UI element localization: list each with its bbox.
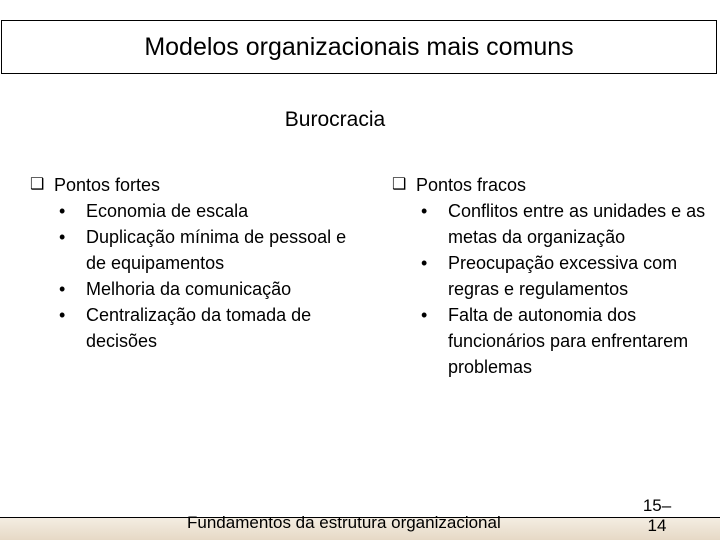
list-item (30, 276, 360, 302)
strengths-heading: Pontos fortes (54, 175, 161, 195)
list-item (392, 302, 712, 380)
weaknesses-list (392, 198, 712, 380)
page-number (632, 496, 682, 536)
list-item-text: Centralização da tomada de decisões (86, 305, 312, 351)
weaknesses-heading: Pontos fracos (416, 175, 527, 195)
bullet-dot-icon: • (421, 305, 428, 325)
list-item-text: Falta de autonomia dos funcionários para enfrentarem problemas (448, 305, 689, 377)
list-item (30, 302, 360, 354)
list-item (30, 198, 360, 224)
bullet-dot-icon: • (59, 305, 66, 325)
strengths-heading-row (30, 172, 360, 198)
bullet-dot-icon: • (421, 253, 428, 273)
page-number-line2: 14 (647, 516, 667, 535)
checkbox-square-icon: ❑ (392, 176, 407, 193)
list-item-text: Duplicação mínima de pessoal e de equipamentos (86, 227, 347, 273)
bullet-dot-icon: • (421, 201, 428, 221)
strengths-column (30, 172, 360, 354)
bullet-dot-icon: • (59, 201, 66, 221)
strengths-list (30, 198, 360, 354)
list-item (30, 224, 360, 276)
bullet-dot-icon: • (59, 279, 66, 299)
weaknesses-column (392, 172, 712, 380)
slide-subtitle: Burocracia (284, 108, 386, 131)
list-item (392, 250, 712, 302)
list-item-text: Conflitos entre as unidades e as metas da organização (448, 201, 706, 247)
footer-text: Fundamentos da estrutura organizacional (187, 513, 501, 532)
list-item-text: Economia de escala (86, 201, 249, 221)
slide-title-box (1, 20, 717, 74)
list-item-text: Melhoria da comunicação (86, 279, 292, 299)
slide-title: Modelos organizacionais mais comuns (144, 32, 574, 61)
weaknesses-heading-row (392, 172, 712, 198)
bullet-dot-icon: • (59, 227, 66, 247)
list-item (392, 198, 712, 250)
page-number-line1: 15– (642, 496, 672, 515)
list-item-text: Preocupação excessiva com regras e regulamentos (448, 253, 678, 299)
checkbox-square-icon: ❑ (30, 176, 45, 193)
